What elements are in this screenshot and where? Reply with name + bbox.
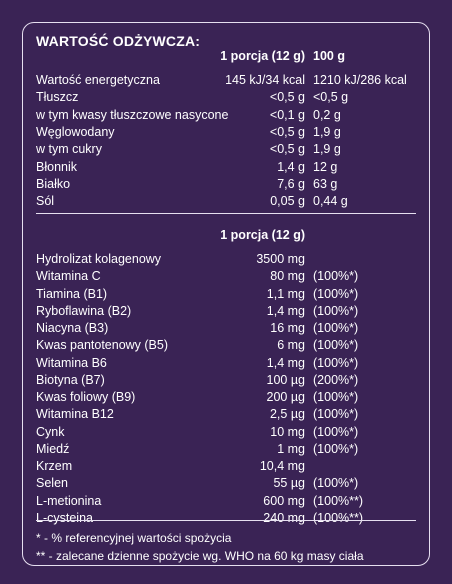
nutrient-name: w tym cukry [36,142,102,157]
table-row [0,441,452,458]
table-row [0,406,452,423]
ingredient-portion: 1,4 mg [266,303,305,318]
footnote-1: * - % referencyjnej wartości spożycia [36,531,232,545]
nutrient-portion: <0,5 g [269,142,305,157]
footnote-2: ** - zalecane dzienne spożycie wg. WHO na 60 kg masy ciała [36,549,364,563]
header-per100: 100 g [313,49,345,63]
ingredient-portion: 1 mg [277,441,305,456]
table-row [0,176,452,193]
ingredient-rws: (100%*) [313,407,359,422]
ingredient-name: Miedź [36,441,70,456]
table-header [0,227,452,244]
ingredient-portion: 200 µg [266,390,305,404]
table-row [0,286,452,303]
ingredient-name: L-cysteina [36,510,93,525]
table-row [0,124,452,141]
nutrient-portion: <0,1 g [269,107,305,122]
ingredient-rws: (100%*) [313,424,359,439]
nutrient-portion: 7,6 g [277,176,305,191]
ingredient-name: L-metionina [36,493,102,508]
ingredient-rws: (100%*) [313,269,359,284]
ingredient-rws: (100%**) [313,493,364,508]
ingredient-portion: 10 mg [270,424,305,439]
ingredient-portion: 3500 mg [256,252,305,266]
table-row [0,251,452,268]
ingredient-name: Tiamina (B1) [36,286,108,301]
ingredient-rws: (100%*) [313,338,359,353]
ingredient-name: Biotyna (B7) [36,372,105,387]
divider [36,520,416,521]
ingredient-name: Niacyna (B3) [36,321,109,335]
ingredient-name: Cynk [36,424,65,439]
ingredient-portion: 240 mg [263,510,305,525]
table-row [0,268,452,285]
nutrition-title: WARTOŚĆ ODŻYWCZA: [36,33,201,49]
ingredient-portion: 55 µg [273,476,305,491]
ingredient-name: Witamina B6 [36,355,107,370]
ingredient-portion: 80 mg [270,269,305,284]
table-row [0,424,452,441]
ingredient-portion: 2,5 µg [269,407,305,422]
ingredient-rws: (100%*) [313,286,359,301]
table-row [0,493,452,510]
ingredient-name: Ryboflawina (B2) [36,303,132,318]
nutrient-name: Błonnik [36,159,77,174]
nutrient-per100: 1,9 g [313,142,341,157]
table-row [0,355,452,372]
ingredient-portion: 16 mg [270,321,305,335]
nutrient-name: Wartość energetyczna [36,73,160,87]
ingredient-name: Hydrolizat kolagenowy [36,252,162,266]
ingredient-portion: 600 mg [263,493,305,508]
table-row [0,107,452,124]
table-row [0,475,452,492]
nutrient-portion: 145 kJ/34 kcal [225,73,305,87]
table-row [0,72,452,89]
nutrient-name: Tłuszcz [36,90,79,105]
ingredient-portion: 1,1 mg [266,286,305,301]
ingredient-rws: (100%**) [313,510,364,525]
nutrient-portion: 0,05 g [270,194,305,209]
ingredient-portion: 100 µg [266,372,305,387]
ingredient-rws: (100%*) [313,476,359,491]
ingredient-name: Kwas pantotenowy (B5) [36,338,169,353]
nutrient-portion: <0,5 g [269,124,305,139]
nutrient-per100: 12 g [313,159,338,174]
table-row [0,320,452,337]
nutrient-per100: 0,44 g [313,194,348,209]
ingredient-name: Witamina C [36,269,101,284]
ingredient-name: Kwas foliowy (B9) [36,390,136,404]
ingredient-portion: 10,4 mg [259,459,305,473]
table-row [0,303,452,320]
header-portion: 1 porcja (12 g) [220,49,305,63]
nutrient-per100: <0,5 g [313,90,349,105]
ingredient-rws: (100%*) [313,303,359,318]
ingredient-name: Selen [36,476,68,491]
nutrient-name: Białko [36,176,71,191]
table-row [0,193,452,210]
ingredient-portion: 1,4 mg [266,355,305,370]
nutrient-name: Węglowodany [36,124,115,139]
nutrient-portion: <0,5 g [269,90,305,105]
divider [36,213,416,214]
nutrient-per100: 0,2 g [313,107,341,122]
table-row [0,510,452,527]
table-row [0,159,452,176]
ingredient-rws: (100%*) [313,355,359,370]
table-row [0,372,452,389]
ingredient-name: Witamina B12 [36,407,114,422]
ingredient-rws: (100%*) [313,441,359,456]
table-row [0,141,452,158]
nutrient-per100: 63 g [313,176,338,191]
nutrient-per100: 1210 kJ/286 kcal [313,73,407,87]
ingredient-rws: (200%*) [313,372,359,387]
ingredient-rws: (100%*) [313,321,359,335]
nutrient-per100: 1,9 g [313,124,341,139]
table-row [0,337,452,354]
table-header [0,48,452,65]
ingredient-rws: (100%*) [313,390,359,404]
nutrient-name: w tym kwasy tłuszczowe nasycone [36,107,229,122]
nutrient-portion: 1,4 g [277,159,305,174]
header-portion: 1 porcja (12 g) [220,228,305,242]
ingredient-portion: 6 mg [277,338,305,353]
nutrient-name: Sól [36,194,55,209]
ingredient-name: Krzem [36,459,73,473]
table-row [0,89,452,106]
table-row [0,389,452,406]
table-row [0,458,452,475]
